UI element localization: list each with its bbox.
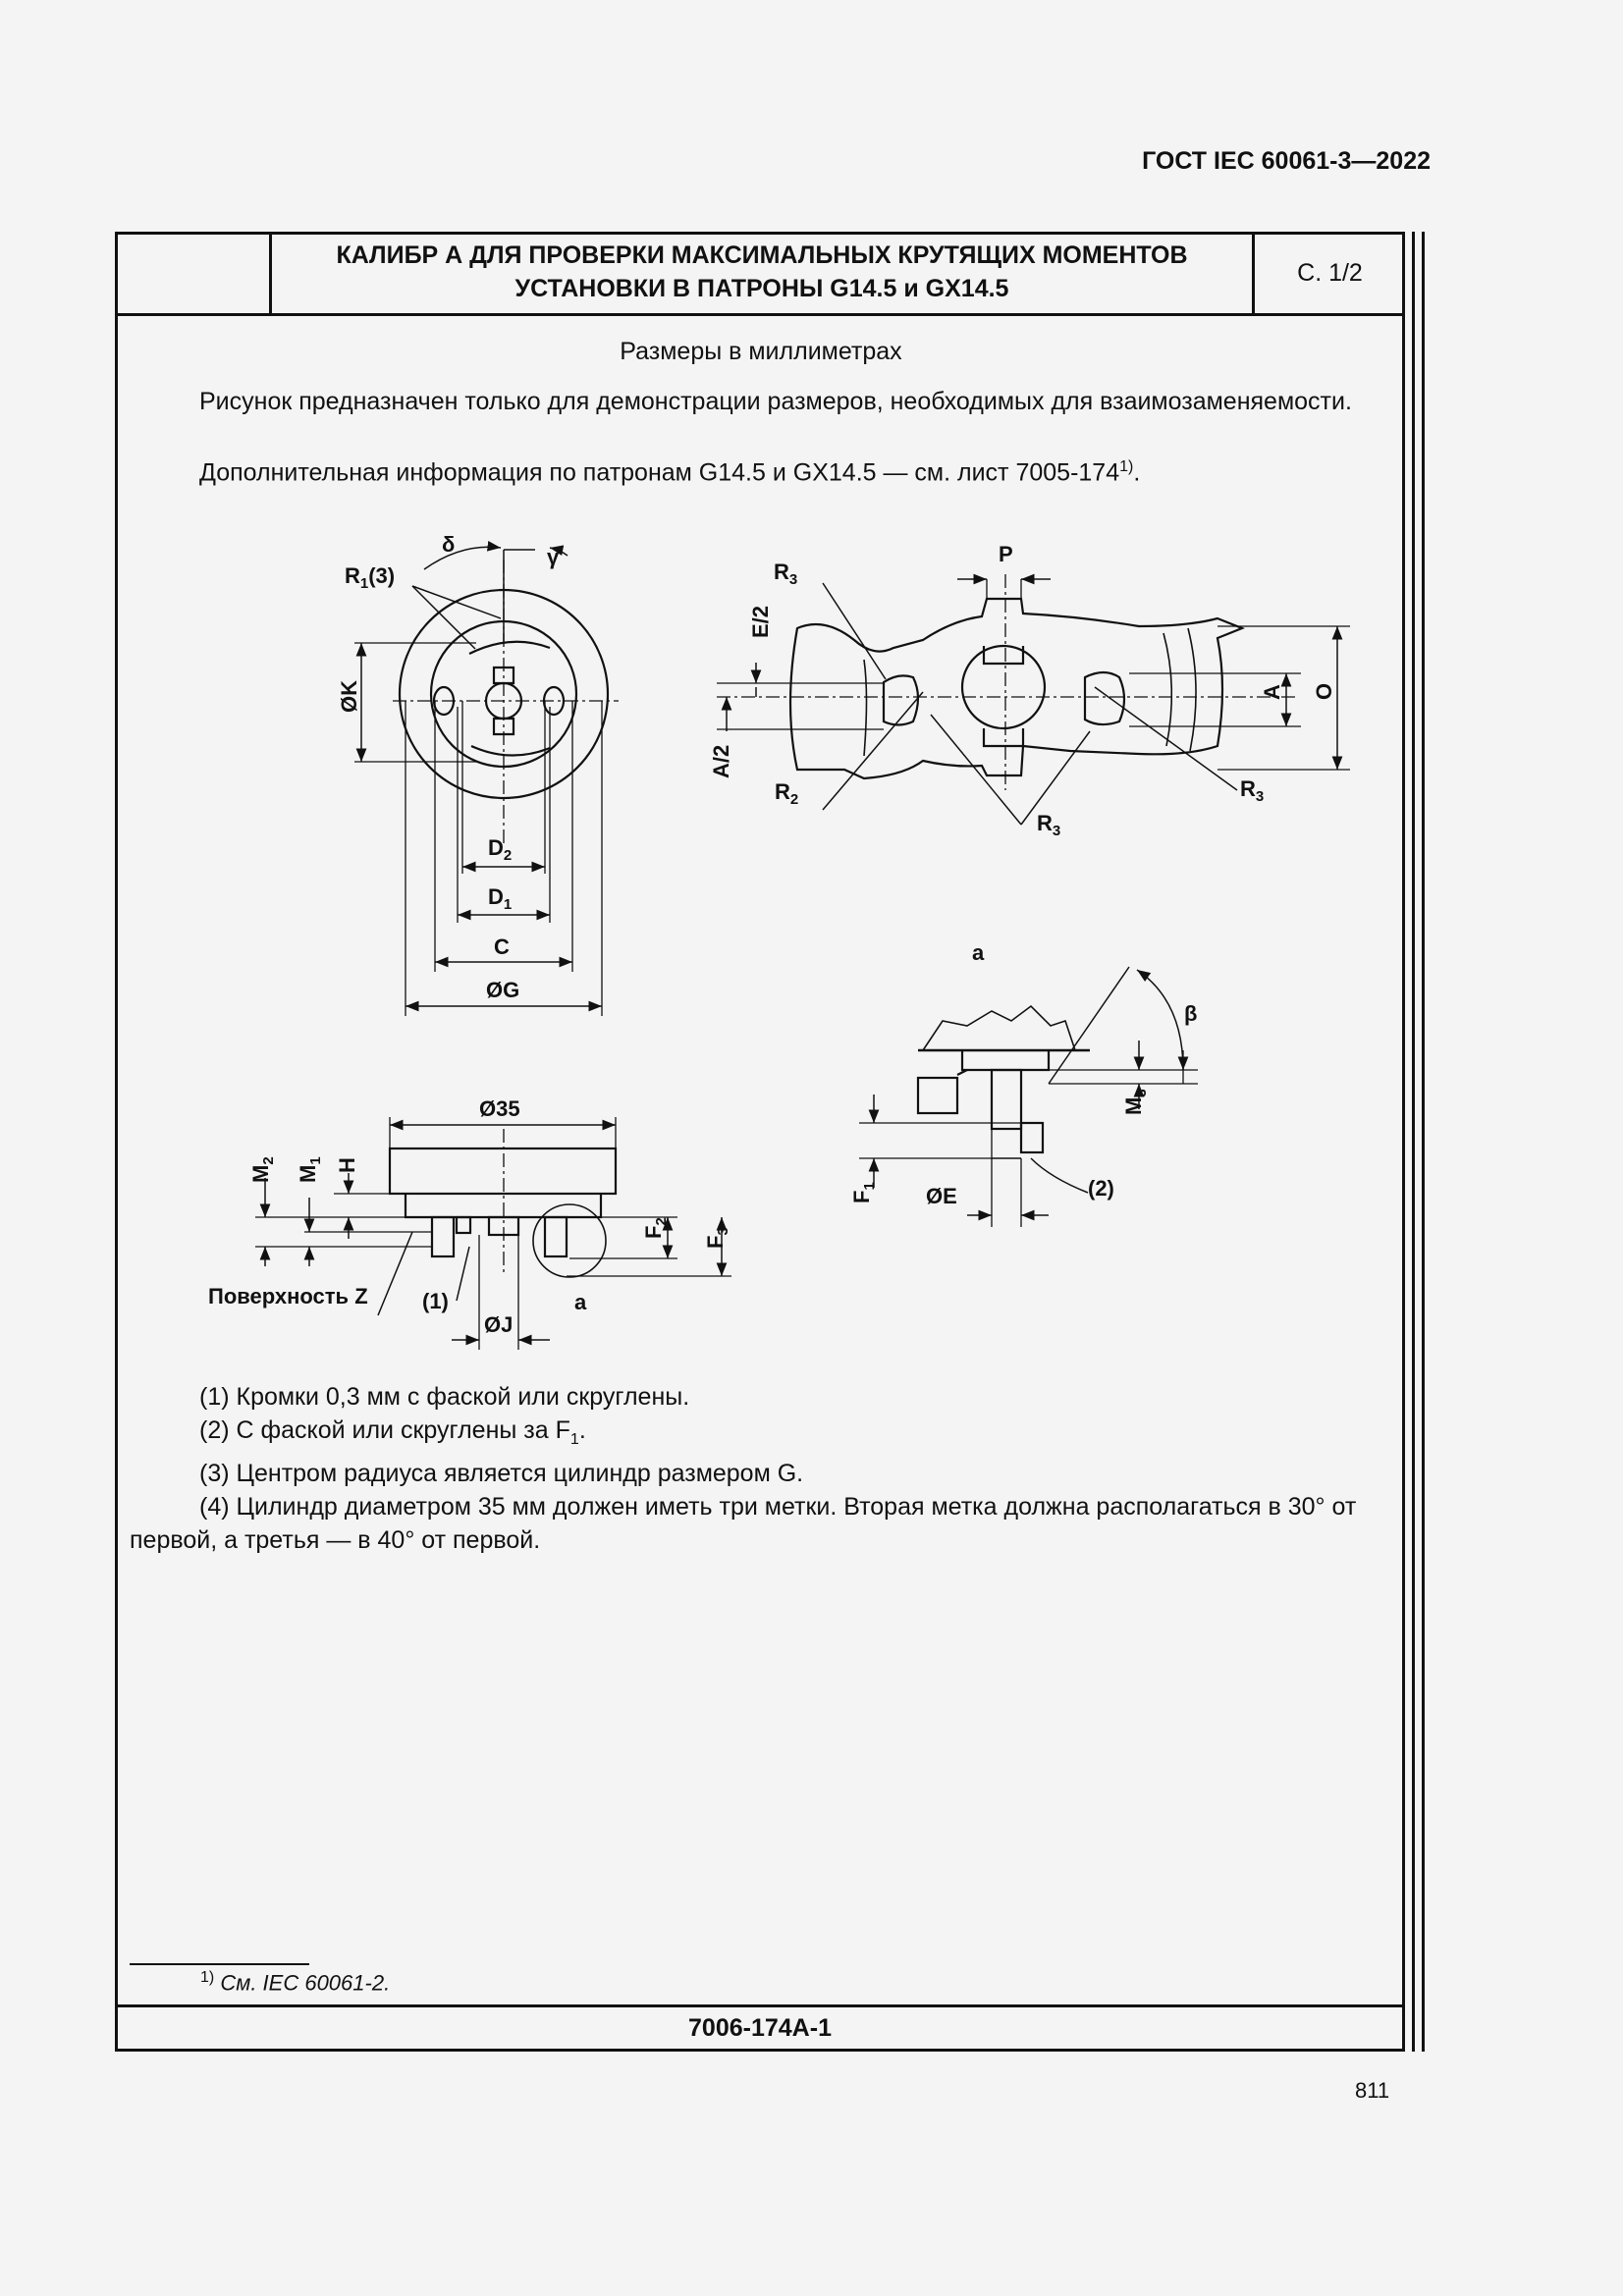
intro-paragraph-2: Дополнительная информация по патронам G14.5 и GX14.5 — см. лист 7005-174$^{1)}$.: [199, 458, 1141, 487]
intro-text-1: Рисунок предназначен только для демонстрации размеров, необходимых для взаимозаменяемости.: [199, 388, 1352, 415]
label-a: A: [1260, 684, 1284, 700]
label-h: H: [335, 1157, 359, 1173]
note-4: (4) Цилиндр диаметром 35 мм должен иметь три метки. Вторая метка должна располагаться в 30° от первой, а третья — в 40° от первой.: [130, 1493, 1357, 1554]
sheet-code: 7006-174A-1: [688, 2014, 832, 2042]
label-r1: $R_1(3)$: [345, 563, 396, 592]
footnote: $^{1)}$ См. IEC 60061-2.: [200, 1969, 391, 1996]
note-1: (1) Кромки 0,3 мм с фаской или скруглены.: [199, 1383, 690, 1411]
top-view: [354, 547, 619, 1016]
note-3: (3) Центром радиуса является цилиндр размером G.: [199, 1460, 804, 1487]
sheet-title-line-1: КАЛИБР А ДЛЯ ПРОВЕРКИ МАКСИМАЛЬНЫХ КРУТЯЩИХ МОМЕНТОВ: [336, 241, 1188, 269]
intro-text-2: Дополнительная информация по патронам G14.5 и GX14.5 — см. лист 7005-174: [199, 458, 1120, 487]
label-note-2: (2): [1088, 1176, 1114, 1201]
label-a-ref: a: [574, 1290, 587, 1314]
label-f1: $F_1$: [849, 1182, 878, 1203]
label-r3-right: $R_3$: [1240, 776, 1265, 805]
label-d1: $D_1$: [488, 884, 513, 913]
label-m2: $M_2$: [248, 1156, 277, 1183]
label-f3: $F_3$: [703, 1227, 731, 1249]
label-r3-mid: $R_3$: [1037, 811, 1061, 839]
label-p: P: [999, 542, 1013, 566]
label-e2: E/2: [748, 605, 773, 638]
label-beta: β: [1184, 1001, 1198, 1026]
document-number: ГОСТ IEC 60061-3—2022: [1142, 147, 1431, 175]
label-d35: Ø35: [479, 1096, 520, 1121]
label-dj: ØJ: [484, 1312, 514, 1337]
label-delta: δ: [442, 532, 456, 557]
label-f2: $F_2$: [641, 1217, 670, 1239]
label-d2: $D_2$: [488, 835, 513, 864]
label-de: ØE: [926, 1184, 957, 1208]
notes-list: [130, 1380, 1396, 1557]
label-gamma: γ: [547, 545, 560, 569]
footnote-reference: 1): [1119, 458, 1134, 475]
label-note-1: (1): [422, 1289, 449, 1313]
label-r3-top: $R_3$: [774, 560, 798, 588]
sheet-title-line-2: УСТАНОВКИ В ПАТРОНЫ G14.5 и GX14.5: [514, 275, 1009, 302]
detail-a-labels: [849, 940, 1197, 1208]
sheet-page-indicator: С. 1/2: [1297, 259, 1363, 287]
label-dk: ØK: [337, 680, 361, 713]
label-r2: $R_2$: [775, 779, 799, 808]
label-dg: ØG: [486, 978, 520, 1002]
footer-divider: [115, 2004, 1405, 2007]
label-o: O: [1312, 682, 1336, 700]
label-m3: $M_3$: [1121, 1089, 1150, 1115]
label-m1: $M_1$: [296, 1156, 324, 1183]
detail-view-labels: [709, 542, 1336, 839]
note-2: (2) С фаской или скруглены за $F_1$.: [199, 1416, 586, 1448]
top-view-labels: [337, 532, 560, 1002]
label-detail-a: a: [972, 940, 985, 965]
footnote-separator: [130, 1963, 309, 1965]
label-surface-z: Поверхность Z: [208, 1284, 368, 1308]
label-a2: A/2: [709, 744, 733, 778]
label-c: C: [494, 934, 510, 959]
units-note: Размеры в миллиметрах: [620, 338, 902, 365]
page-number: 811: [1355, 2078, 1390, 2103]
